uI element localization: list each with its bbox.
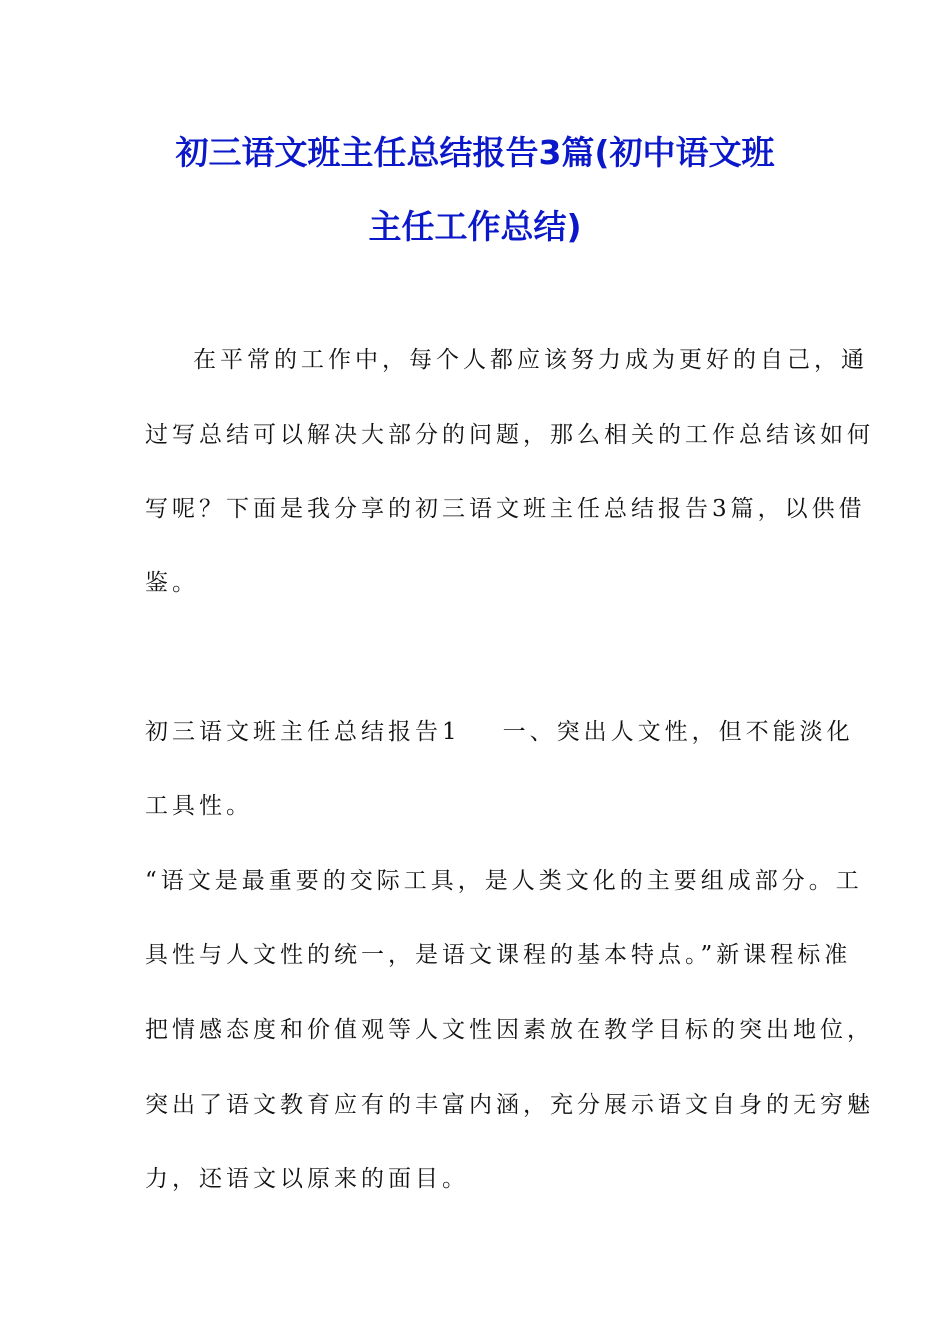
body-line-5: 力，还语文以原来的面目。 bbox=[145, 1166, 469, 1192]
point-heading: 一、突出人文性，但不能淡化 bbox=[502, 719, 854, 745]
document-title-line-1: 初三语文班主任总结报告3篇(初中语文班 bbox=[175, 133, 775, 172]
intro-line-1: 在平常的工作中，每个人都应该努力成为更好的自己，通 bbox=[193, 347, 868, 373]
intro-line-4: 鉴。 bbox=[145, 570, 199, 596]
body-line-3: 把情感态度和价值观等人文性因素放在教学目标的突出地位， bbox=[145, 1017, 874, 1043]
intro-line-2: 过写总结可以解决大部分的问题，那么相关的工作总结该如何 bbox=[145, 422, 874, 448]
section-heading: 初三语文班主任总结报告1 bbox=[145, 719, 461, 745]
point-heading-continued: 工具性。 bbox=[145, 793, 253, 819]
body-line-4: 突出了语文教育应有的丰富内涵，充分展示语文自身的无穷魅 bbox=[145, 1092, 874, 1118]
section-heading-line bbox=[145, 716, 854, 748]
intro-line-3: 写呢？下面是我分享的初三语文班主任总结报告3篇，以供借 bbox=[145, 496, 866, 522]
body-line-2: 具性与人文性的统一，是语文课程的基本特点。”新课程标准 bbox=[145, 942, 852, 968]
document-title-line-2: 主任工作总结) bbox=[368, 207, 582, 246]
body-line-1: “语文是最重要的交际工具，是人类文化的主要组成部分。工 bbox=[145, 868, 863, 894]
